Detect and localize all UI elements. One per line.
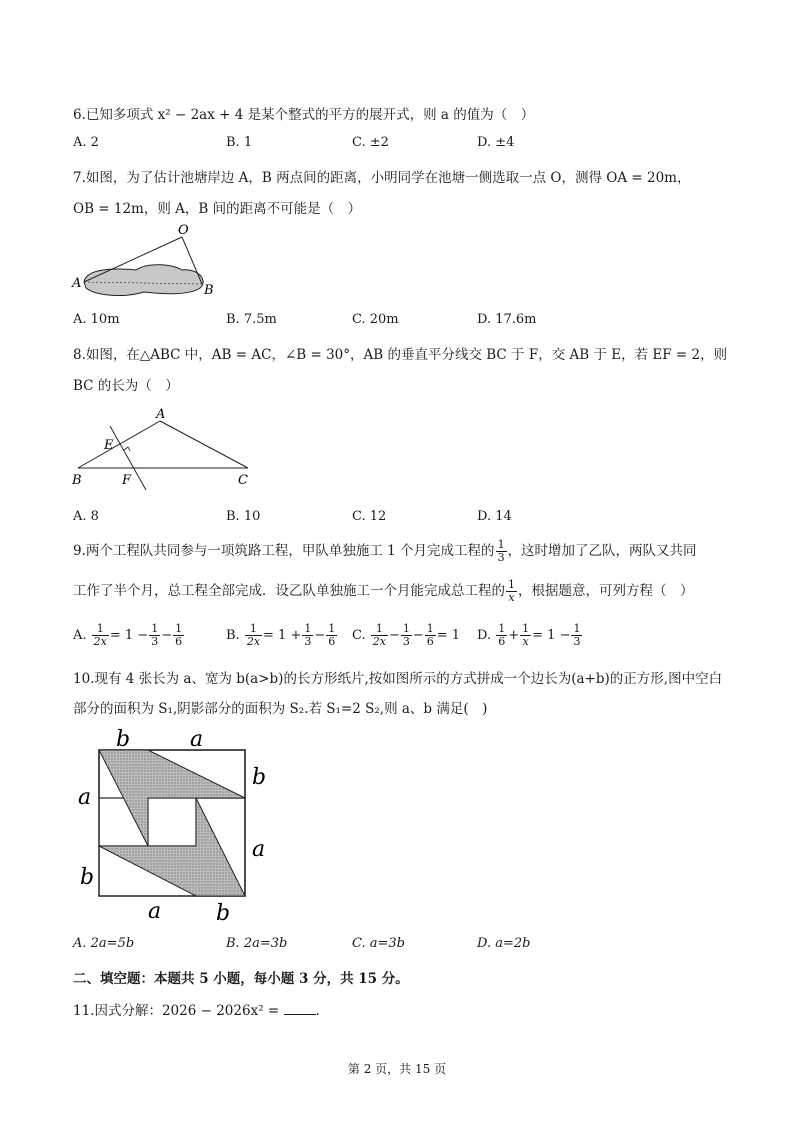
question-8-line1: 8.如图，在△ABC 中，AB = AC，∠B = 30°，AB 的垂直平分线交 BC 于 F，交 AB 于 E，若 EF = 2，则 bbox=[73, 347, 728, 363]
option-a: A. 2 bbox=[73, 135, 99, 150]
question-11 bbox=[73, 999, 320, 1019]
label-b: B bbox=[204, 283, 214, 298]
question-9-line2 bbox=[73, 579, 694, 604]
option-c: C. a=3b bbox=[352, 936, 405, 951]
option-c: C. 20m bbox=[352, 312, 399, 327]
right-angle-mark bbox=[124, 447, 130, 451]
answer-blank[interactable] bbox=[284, 1004, 316, 1015]
question-11-stem: 11.因式分解：2026 − 2026x² = bbox=[73, 1003, 280, 1019]
question-7-line2: OB = 12m，则 A，B 间的距离不可能是（ ） bbox=[73, 201, 362, 217]
option-d: D. $\frac{1}{6}$ + $\frac{1}{x}$ = 1 − $\frac{1}{3}$ bbox=[477, 622, 581, 648]
question-7-options bbox=[73, 312, 733, 330]
question-6-options bbox=[73, 135, 733, 153]
option-d: D. a=2b bbox=[477, 936, 531, 951]
q9-line2-text-b: ，根据题意，可列方程（ ） bbox=[518, 583, 694, 599]
option-b: B. 2a=3b bbox=[226, 936, 288, 951]
option-c: C. 12 bbox=[352, 509, 387, 524]
label-f: F bbox=[122, 473, 132, 488]
label-top-a: a bbox=[190, 727, 204, 752]
triangle-figure bbox=[70, 404, 260, 496]
label-a: A bbox=[156, 407, 166, 422]
side-ab bbox=[78, 421, 160, 468]
option-a: A. 8 bbox=[73, 509, 99, 524]
option-a: A. 2a=5b bbox=[73, 936, 135, 951]
label-o: O bbox=[178, 223, 189, 238]
question-10-line2: 部分的面积为 S₁,阴影部分的面积为 S₂.若 S₁=2 S₂,则 a、b 满足( ) bbox=[73, 701, 488, 717]
option-d: D. 17.6m bbox=[477, 312, 537, 327]
label-c: C bbox=[238, 473, 248, 488]
option-d: D. 14 bbox=[477, 509, 512, 524]
question-8-line2: BC 的长为（ ） bbox=[73, 378, 179, 394]
side-ac bbox=[160, 421, 248, 468]
label-bottom-a: a bbox=[148, 899, 162, 924]
section-2-heading: 二、填空题：本题共 5 小题，每小题 3 分，共 15 分。 bbox=[73, 971, 409, 987]
option-b: B. $\frac{1}{2x}$ = 1 + $\frac{1}{3}$ − $\frac{1}{6}$ bbox=[226, 622, 336, 648]
question-10-line1: 10.现有 4 张长为 a、宽为 b(a>b)的长方形纸片,按如图所示的方式拼成一个边长为(a+b)的正方形,图中空白 bbox=[73, 671, 723, 687]
q9-line1-text-b: ，这时增加了乙队，两队又共同 bbox=[507, 543, 697, 559]
option-b: B. 1 bbox=[226, 135, 253, 150]
question-8-options bbox=[73, 509, 733, 527]
label-right-a: a bbox=[252, 837, 266, 862]
q9-line1-text-a: 9.两个工程队共同参与一项筑路工程，甲队单独施工 1 个月完成工程的 bbox=[73, 543, 495, 559]
label-left-a: a bbox=[78, 785, 92, 810]
pond-figure bbox=[70, 222, 230, 302]
label-b: B bbox=[72, 473, 82, 488]
label-e: E bbox=[104, 438, 114, 453]
question-9-line1 bbox=[73, 539, 697, 564]
q9-line2-text-a: 工作了半个月，总工程全部完成．设乙队单独施工一个月能完成总工程的 bbox=[73, 583, 505, 599]
page-footer: 第 2 页，共 15 页 bbox=[347, 1062, 447, 1076]
pond-shape bbox=[84, 265, 203, 296]
label-left-b: b bbox=[80, 865, 95, 890]
option-c: C. ±2 bbox=[352, 135, 389, 150]
option-c: C. $\frac{1}{2x}$ − $\frac{1}{3}$ − $\frac{1}{6}$ = 1 bbox=[352, 622, 461, 648]
fraction-one-third: $\frac{1}{3}$ bbox=[497, 538, 505, 564]
question-6-stem: 6.已知多项式 x² − 2ax + 4 是某个整式的平方的展开式，则 a 的值为（ ） bbox=[73, 107, 535, 123]
label-top-b: b bbox=[116, 727, 131, 752]
label-right-b: b bbox=[252, 765, 267, 790]
label-a: A bbox=[72, 276, 82, 291]
option-d: D. ±4 bbox=[477, 135, 515, 150]
option-b: B. 10 bbox=[226, 509, 261, 524]
fraction-one-over-x: $\frac{1}{x}$ bbox=[508, 578, 515, 604]
option-a: A. $\frac{1}{2x}$ = 1 − $\frac{1}{3}$ − $\frac{1}{6}$ bbox=[73, 622, 183, 648]
option-a: A. 10m bbox=[73, 312, 120, 327]
option-b: B. 7.5m bbox=[226, 312, 277, 327]
question-7-line1: 7.如图，为了估计池塘岸边 A，B 两点间的距离，小明同学在池塘一侧选取一点 O，测得 OA = 20m， bbox=[73, 170, 691, 186]
label-bottom-b: b bbox=[216, 901, 231, 926]
question-10-options bbox=[73, 936, 733, 954]
question-11-end: . bbox=[315, 1003, 320, 1019]
square-tiling-figure bbox=[72, 722, 272, 927]
question-9-options bbox=[73, 623, 733, 653]
